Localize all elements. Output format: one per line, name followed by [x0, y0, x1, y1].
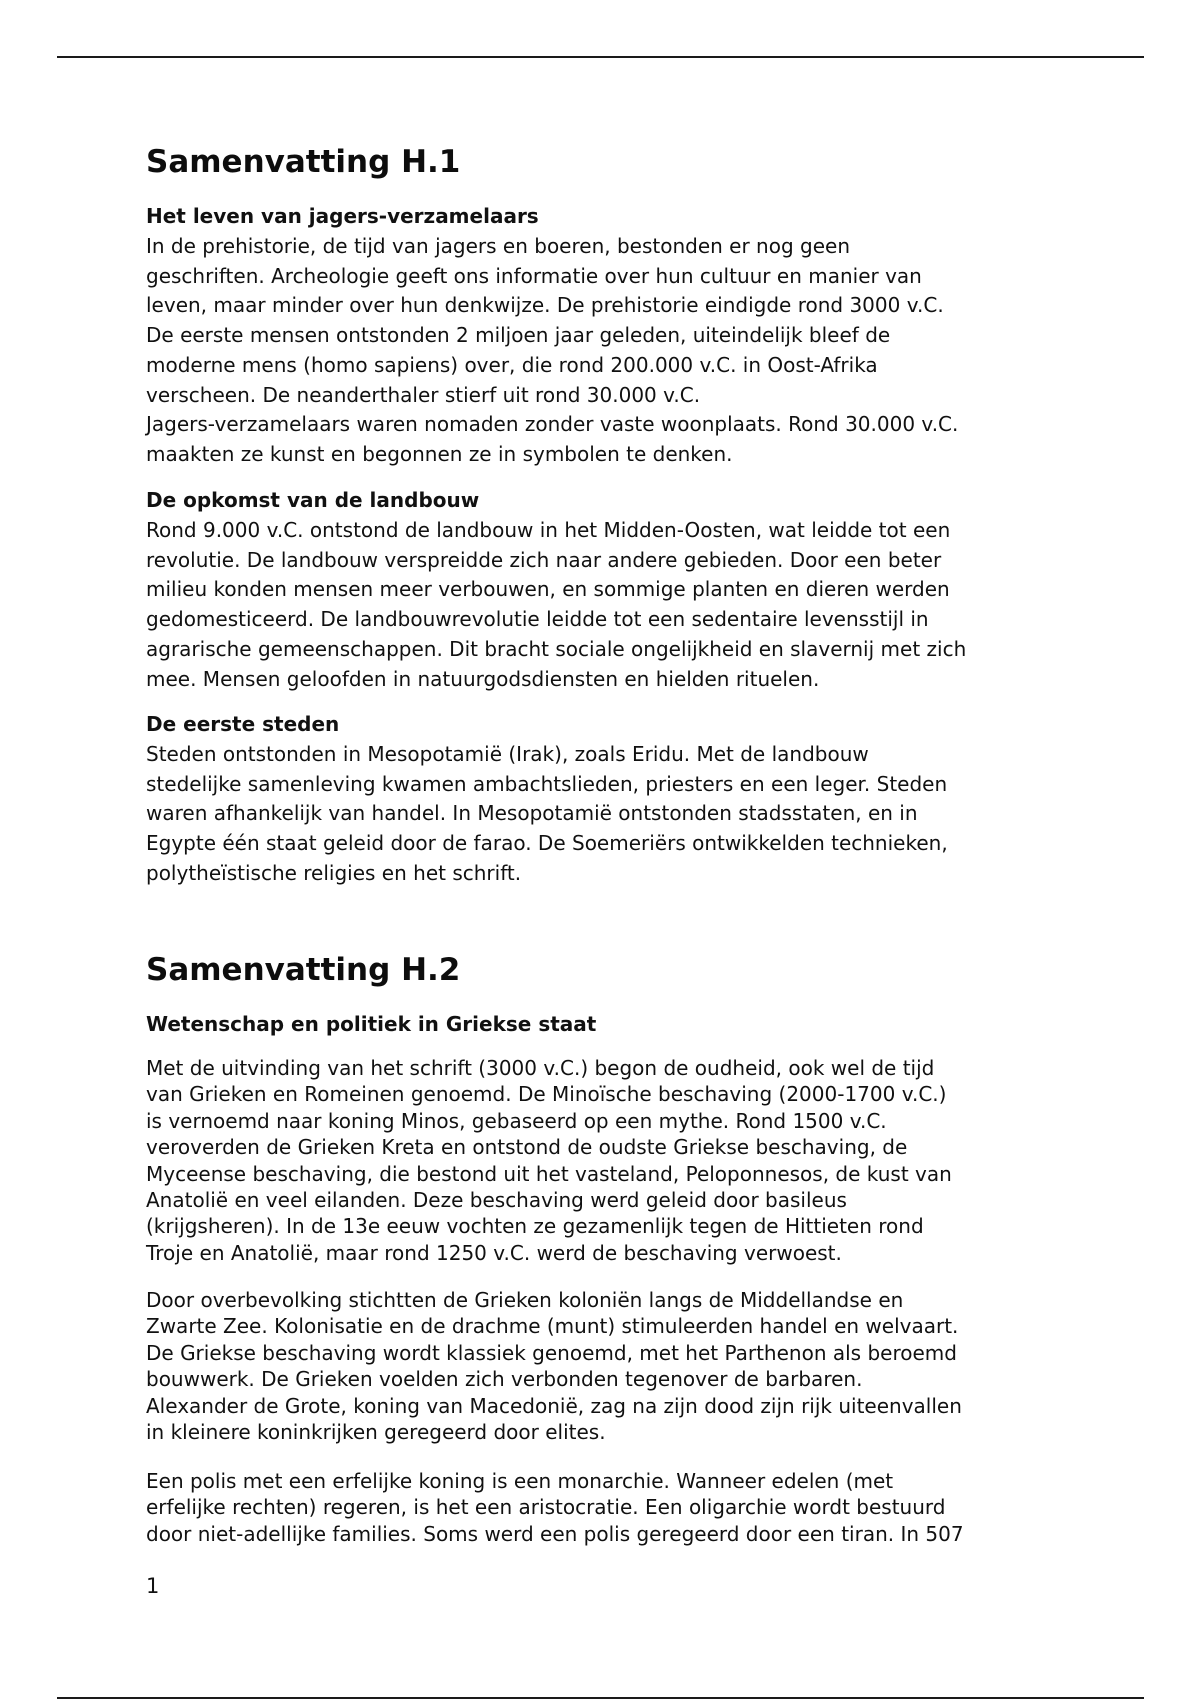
section-text-jagers-verzamelaars	[146, 232, 958, 470]
text-line: (krijgsheren). In de 13e eeuw vochten ze gezamenlijk tegen de Hittieten rond	[146, 1214, 924, 1239]
section-text-eerste-steden	[146, 740, 948, 889]
text-line: Door overbevolking stichtten de Grieken koloniën langs de Middellandse en	[146, 1288, 904, 1312]
page-number: 1	[146, 1574, 160, 1598]
text-line: Alexander de Grote, koning van Macedonië, zag na zijn dood zijn rijk uiteenvallen	[146, 1393, 962, 1418]
text-line: is vernoemd naar koning Minos, gebaseerd op een mythe. Rond 1500 v.C.	[146, 1108, 887, 1133]
text-line: In de prehistorie, de tijd van jagers en boeren, bestonden er nog geen	[146, 234, 850, 258]
text-line: Een polis met een erfelijke koning is een monarchie. Wanneer edelen (met	[146, 1469, 894, 1493]
text-line: gedomesticeerd. De landbouwrevolutie leidde tot een sedentaire levensstijl in	[146, 607, 929, 632]
section-heading-griekse-staat: Wetenschap en politiek in Griekse staat	[146, 1012, 597, 1036]
text-line: leven, maar minder over hun denkwijze. De prehistorie eindigde rond 3000 v.C.	[146, 293, 944, 318]
paragraph-kolonisatie	[146, 1287, 962, 1445]
text-line: De eerste mensen ontstonden 2 miljoen jaar geleden, uiteindelijk bleef de	[146, 323, 891, 348]
text-line: moderne mens (homo sapiens) over, die rond 200.000 v.C. in Oost-Afrika	[146, 352, 878, 377]
text-line: milieu konden mensen meer verbouwen, en sommige planten en dieren werden	[146, 577, 950, 602]
text-line: Anatolië en veel eilanden. Deze beschaving werd geleid door basileus	[146, 1188, 847, 1213]
text-line: veroverden de Grieken Kreta en ontstond de oudste Griekse beschaving, de	[146, 1135, 908, 1160]
text-line: Myceense beschaving, die bestond uit het vasteland, Peloponnesos, de kust van	[146, 1161, 952, 1186]
text-line: in kleinere koninkrijken geregeerd door elites.	[146, 1420, 606, 1445]
text-line: polytheïstische religies en het schrift.	[146, 860, 522, 885]
chapter-1-title: Samenvatting H.1	[146, 144, 461, 180]
text-line: verscheen. De neanderthaler stierf uit rond 30.000 v.C.	[146, 382, 701, 407]
text-line: De Griekse beschaving wordt klassiek genoemd, met het Parthenon als beroemd	[146, 1340, 957, 1365]
text-line: bouwwerk. De Grieken voelden zich verbonden tegenover de barbaren.	[146, 1367, 863, 1392]
text-line: geschriften. Archeologie geeft ons informatie over hun cultuur en manier van	[146, 263, 922, 288]
section-heading-eerste-steden: De eerste steden	[146, 712, 340, 736]
text-line: Steden ontstonden in Mesopotamië (Irak), zoals Eridu. Met de landbouw	[146, 742, 869, 766]
text-line: Zwarte Zee. Kolonisatie en de drachme (munt) stimuleerden handel en welvaart.	[146, 1314, 959, 1339]
text-line: maakten ze kunst en begonnen ze in symbolen te denken.	[146, 441, 733, 466]
text-line: Rond 9.000 v.C. ontstond de landbouw in het Midden-Oosten, wat leidde tot een	[146, 518, 951, 542]
text-line: stedelijke samenleving kwamen ambachtslieden, priesters en een leger. Steden	[146, 771, 948, 796]
text-line: waren afhankelijk van handel. In Mesopotamië ontstonden stadsstaten, en in	[146, 801, 918, 826]
text-line: Jagers-verzamelaars waren nomaden zonder vaste woonplaats. Rond 30.000 v.C.	[146, 412, 959, 437]
section-heading-landbouw: De opkomst van de landbouw	[146, 488, 480, 512]
text-line: door niet-adellijke families. Soms werd een polis geregeerd door een tiran. In 507	[146, 1521, 964, 1546]
bottom-rule	[57, 1697, 1144, 1699]
text-line: agrarische gemeenschappen. Dit bracht sociale ongelijkheid en slavernij met zich	[146, 636, 967, 661]
text-line: erfelijke rechten) regeren, is het een aristocratie. Een oligarchie wordt bestuurd	[146, 1495, 946, 1520]
text-line: Troje en Anatolië, maar rond 1250 v.C. werd de beschaving verwoest.	[146, 1240, 842, 1265]
chapter-2-title: Samenvatting H.2	[146, 952, 461, 988]
section-heading-jagers-verzamelaars: Het leven van jagers-verzamelaars	[146, 204, 539, 228]
text-line: revolutie. De landbouw verspreidde zich naar andere gebieden. Door een beter	[146, 547, 942, 572]
top-rule	[57, 56, 1144, 58]
text-line: Met de uitvinding van het schrift (3000 v.C.) begon de oudheid, ook wel de tijd	[146, 1056, 935, 1080]
section-text-landbouw	[146, 516, 966, 694]
text-line: mee. Mensen geloofden in natuurgodsdiensten en hielden rituelen.	[146, 666, 820, 691]
paragraph-polis-bestuur	[146, 1468, 964, 1547]
text-line: van Grieken en Romeinen genoemd. De Minoïsche beschaving (2000-1700 v.C.)	[146, 1082, 947, 1107]
text-line: Egypte één staat geleid door de farao. De Soemeriërs ontwikkelden technieken,	[146, 831, 948, 856]
paragraph-oudheid	[146, 1055, 952, 1266]
